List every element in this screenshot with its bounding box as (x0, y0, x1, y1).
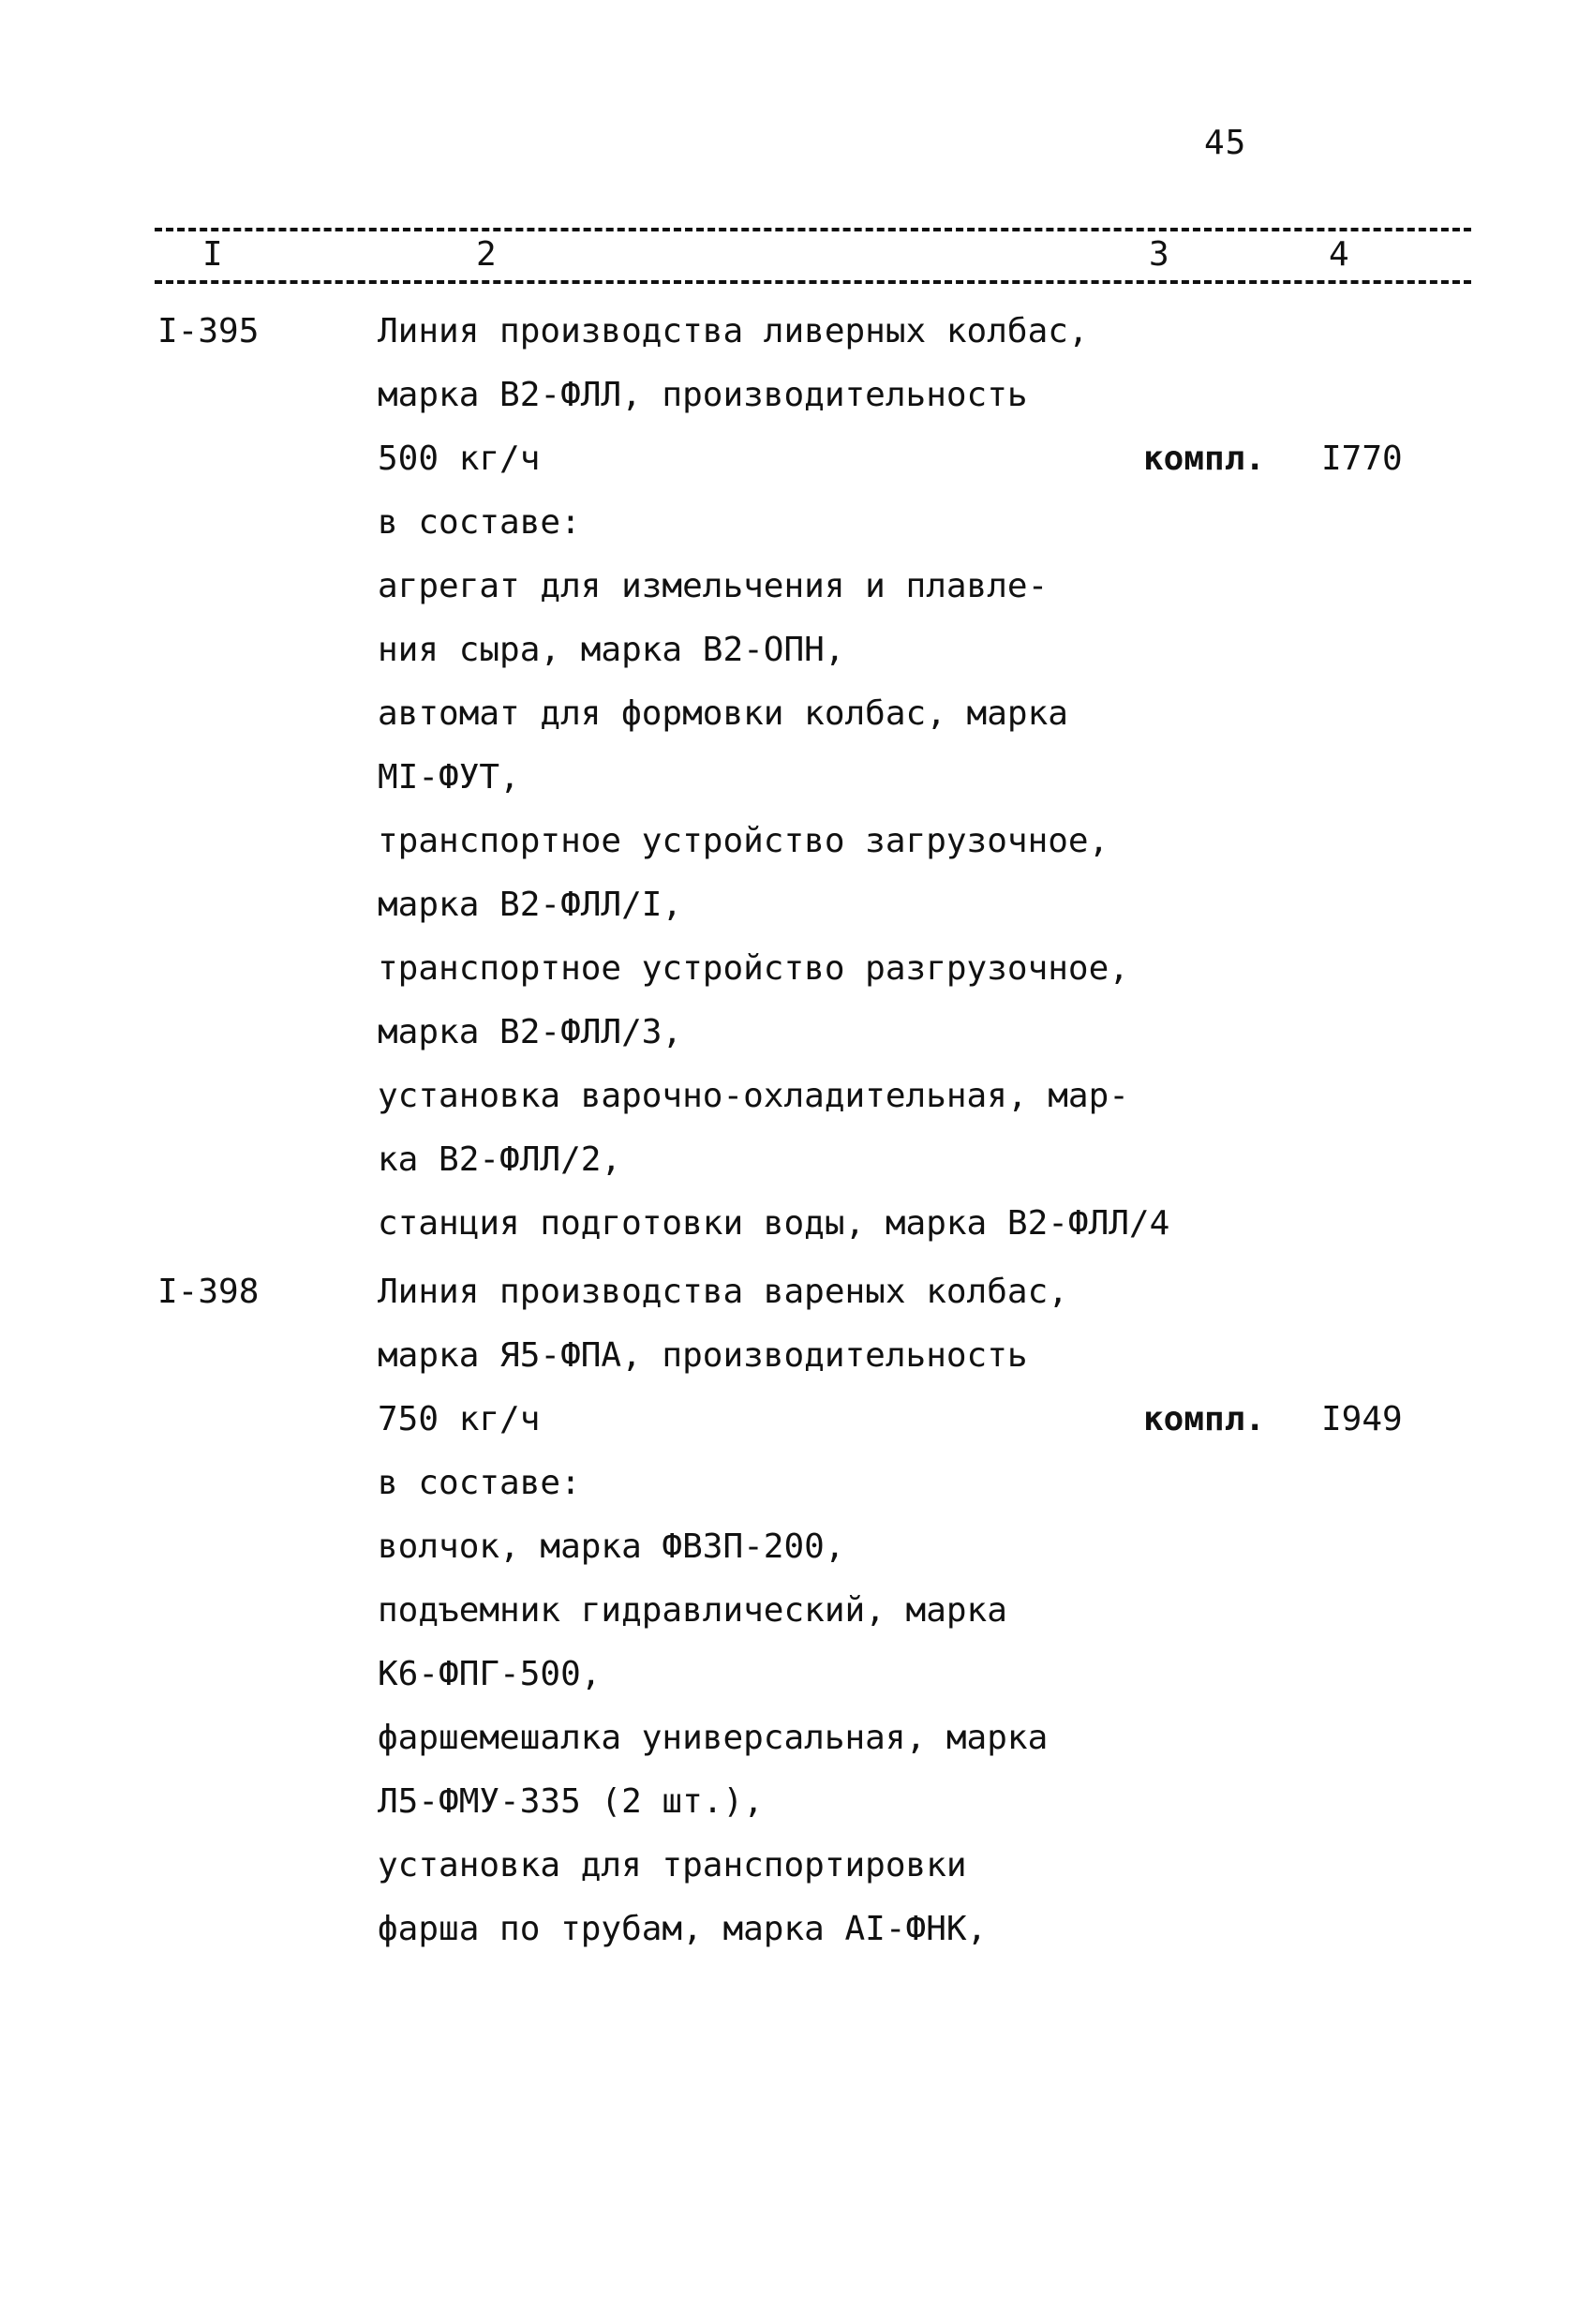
item-unit: компл. (1143, 1400, 1266, 1438)
description-line: ка В2-ФЛЛ/2, (378, 1140, 622, 1179)
description-line: 750 кг/ч (378, 1400, 541, 1438)
description-line: Линия производства ливерных колбас, (378, 312, 1089, 350)
description-line: ния сыра, марка В2-ОПН, (378, 631, 845, 669)
description-line: агрегат для измельчения и плавле- (378, 567, 1049, 605)
description-line: подъемник гидравлический, марка (378, 1591, 1007, 1630)
page-number: 45 (1204, 124, 1247, 162)
description-line: К6-ФПГ-500, (378, 1655, 602, 1693)
item-code: I-395 (157, 312, 260, 350)
description-line: в составе: (378, 503, 581, 542)
item-quantity: I949 (1321, 1400, 1403, 1438)
description-line: Л5-ФМУ-335 (2 шт.), (378, 1782, 764, 1821)
table-header-top-rule (155, 228, 1471, 231)
description-line: фаршемешалка универсальная, марка (378, 1719, 1049, 1757)
description-line: установка варочно-охладительная, мар- (378, 1077, 1129, 1115)
description-line: фарша по трубам, марка АI-ФНК, (378, 1910, 988, 1948)
description-line: марка В2-ФЛЛ/I, (378, 886, 683, 924)
item-quantity: I770 (1321, 439, 1403, 478)
column-header-1: I (197, 236, 229, 274)
description-line: марка Я5-ФПА, производительность (378, 1336, 1028, 1375)
item-code: I-398 (157, 1273, 260, 1311)
item-description (378, 1260, 1315, 1961)
description-line: волчок, марка ФВЗП-200, (378, 1527, 845, 1566)
description-line: станция подготовки воды, марка В2-ФЛЛ/4 (378, 1204, 1170, 1243)
description-line: транспортное устройство разгрузочное, (378, 949, 1129, 988)
column-header-3: 3 (1143, 236, 1175, 274)
description-line: марка В2-ФЛЛ, производительность (378, 376, 1028, 414)
description-line: 500 кг/ч (378, 439, 541, 478)
description-line: автомат для формовки колбас, марка (378, 694, 1068, 733)
item-unit: компл. (1143, 439, 1266, 478)
description-line: транспортное устройство загрузочное, (378, 822, 1109, 860)
description-line: Линия производства вареных колбас, (378, 1273, 1068, 1311)
column-header-2: 2 (470, 236, 502, 274)
description-line: марка В2-ФЛЛ/3, (378, 1013, 683, 1051)
description-line: в составе: (378, 1464, 581, 1502)
column-header-4: 4 (1323, 236, 1355, 274)
description-line: МI-ФУТ, (378, 758, 520, 797)
description-line: установка для транспортировки (378, 1846, 967, 1885)
table-header-bottom-rule (155, 280, 1471, 284)
